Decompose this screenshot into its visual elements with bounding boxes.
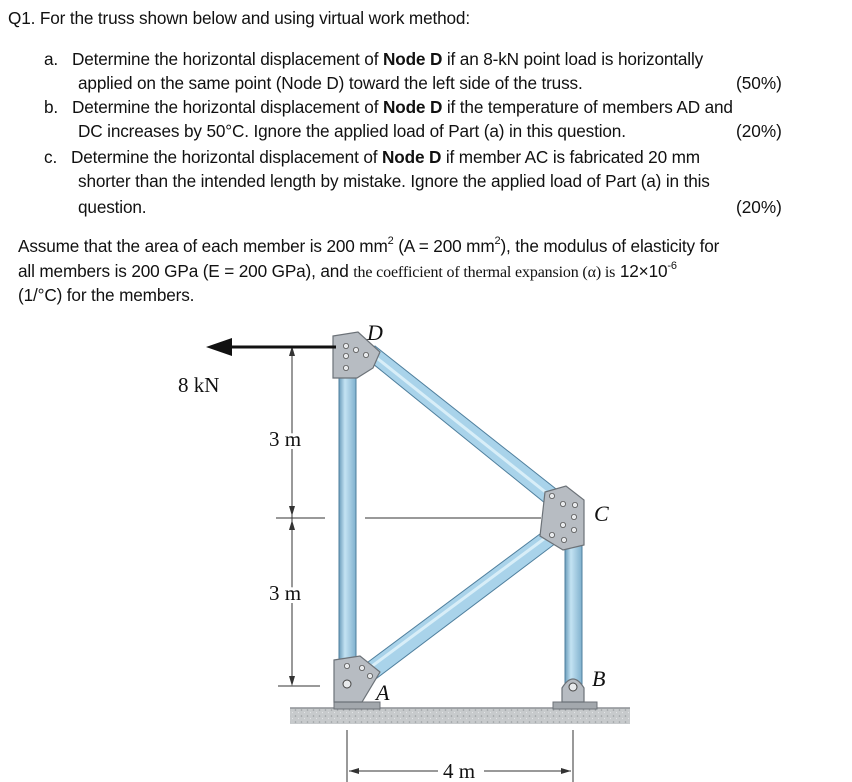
question-title: Q1. For the truss shown below and using virtual work method: [8, 8, 470, 28]
base-plate-b [553, 702, 597, 709]
part-c-percent: (20%) [736, 197, 782, 217]
part-a-line-1: a. Determine the horizontal displacement of Node D if an 8-kN point load is horizontally [44, 49, 704, 69]
node-label-b: B [592, 666, 606, 691]
dim-arrow-mid-up [289, 506, 295, 516]
part-a-percent: (50%) [736, 73, 782, 93]
ground [290, 708, 630, 724]
dim-arrow-mid-down [289, 520, 295, 530]
member-ac [360, 528, 560, 681]
member-ad [339, 348, 356, 688]
dim-lower-label: 3 m [269, 581, 302, 605]
base-plate-a [334, 702, 380, 709]
load-arrow-head [206, 338, 232, 356]
dim-arrow-right [561, 768, 571, 774]
gusset-c [540, 486, 584, 550]
dim-upper-label: 3 m [269, 427, 302, 451]
dim-arrow-left [349, 768, 359, 774]
node-label-d: D [367, 320, 383, 345]
part-c-line-1: c. Determine the horizontal displacement of Node D if member AC is fabricated 20 mm [44, 147, 700, 167]
part-b-line-2: DC increases by 50°C. Ignore the applied load of Part (a) in this question. [78, 121, 626, 141]
dim-arrow-bottom [289, 676, 295, 686]
assume-line-2: all members is 200 GPa (E = 200 GPa), and the coefficient of thermal expansion (α) is $12\times 10^{-6}$ [18, 260, 677, 281]
part-a-line-2: applied on the same point (Node D) toward the left side of the truss. [78, 73, 583, 93]
part-b-line-1: b. Determine the horizontal displacement of Node D if the temperature of members AD and [44, 97, 733, 117]
member-dc [362, 346, 570, 512]
assume-line-3: (1/°C) for the members. [18, 285, 195, 305]
node-label-c: C [594, 501, 609, 526]
load-label: 8 kN [178, 373, 220, 397]
assume-line-1: Assume that the area of each member is 200 $mm^2$ (A = 200 $mm^2$), the modulus of elasticity for [18, 235, 720, 256]
part-c-line-2: shorter than the intended length by mistake. Ignore the applied load of Part (a) in this [78, 171, 710, 191]
dim-bottom-label: 4 m [443, 759, 476, 782]
part-b-percent: (20%) [736, 121, 782, 141]
member-bc [565, 528, 582, 688]
part-c-line-3: question. [78, 197, 147, 217]
node-label-a: A [376, 680, 390, 705]
